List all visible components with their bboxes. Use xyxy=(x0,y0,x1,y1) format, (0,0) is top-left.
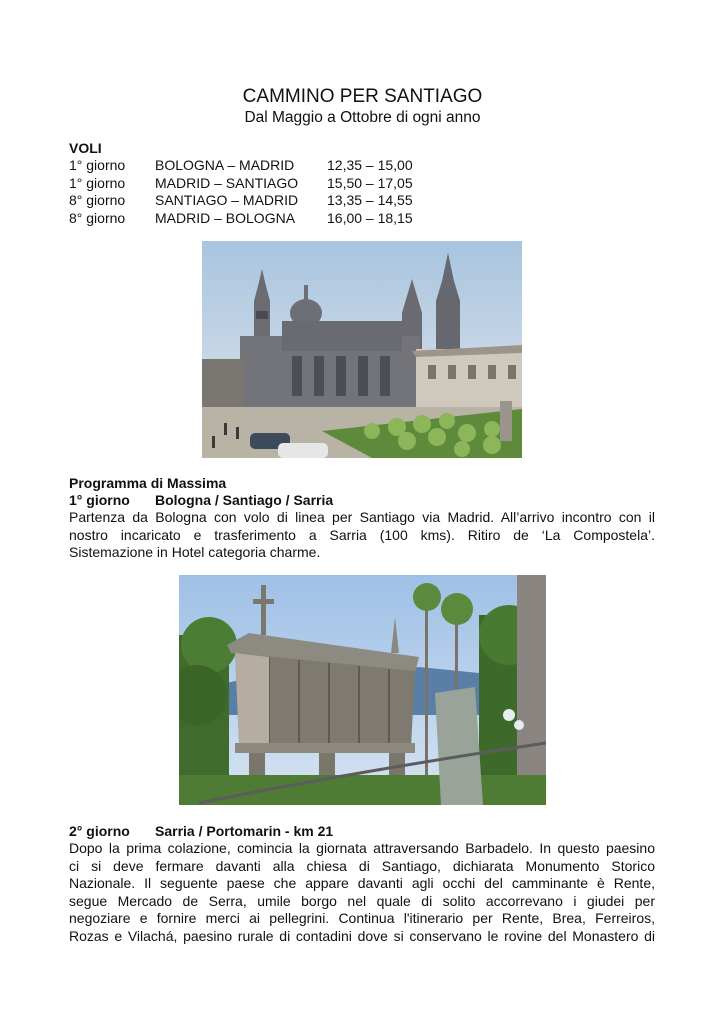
flight-route: SANTIAGO – MADRID xyxy=(155,192,299,208)
flight-time: 16,00 – 18,15 xyxy=(327,209,413,226)
flight-time: 13,35 – 14,55 xyxy=(327,192,413,208)
day2-heading xyxy=(69,823,333,839)
day2-route: Sarria / Portomarin - km 21 xyxy=(155,823,334,839)
flight-route: MADRID – SANTIAGO xyxy=(155,174,299,191)
day1-line: Partenza da Bologna con volo di linea per Santiago via Madrid. All’arrivo incontro con il xyxy=(69,509,655,525)
day2-paragraph xyxy=(69,840,655,945)
day2-line: Nazionale. Il seguente paese che appare davanti agli occhi del camminante è Rente, xyxy=(69,875,655,891)
flight-time: 12,35 – 15,00 xyxy=(327,157,413,173)
day2-line: segue Mercado de Serra, umile borgo nel quale di solito accorrevano i giudei per xyxy=(69,892,655,909)
programma-heading: Programma di Massima xyxy=(69,475,227,491)
horreo-photo xyxy=(179,575,546,805)
day1-line: nostro incaricato e trasferimento a Sarria (100 kms). Ritiro de ‘La Compostela’. xyxy=(69,526,655,543)
day1-paragraph xyxy=(69,509,655,562)
flight-row xyxy=(69,210,413,228)
flight-day: 1° giorno xyxy=(69,157,126,173)
flight-route: BOLOGNA – MADRID xyxy=(155,157,295,173)
day1-heading xyxy=(69,492,333,508)
day2-line: Dopo la prima colazione, comincia la giornata attraversando Barbadelo. In questo paesino xyxy=(69,840,655,856)
flight-route: MADRID – BOLOGNA xyxy=(155,209,296,226)
cathedral-photo xyxy=(202,241,522,458)
flight-row xyxy=(69,175,413,193)
day2-line: ci si deve fermare davanti alla chiesa di Santiago, dichiarata Monumento Storico xyxy=(69,857,655,874)
page-subtitle: Dal Maggio a Ottobre di ogni anno xyxy=(244,109,481,126)
flight-day: 1° giorno xyxy=(69,174,126,191)
day1-label: 1° giorno xyxy=(69,492,130,508)
flight-day: 8° giorno xyxy=(69,209,126,226)
day2-line: Rozas e Vilachá, paesino rurale di contadini dove si conservano le rovine del Monastero di xyxy=(69,927,655,944)
day1-route: Bologna / Santiago / Sarria xyxy=(155,492,334,508)
day1-line: Sistemazione in Hotel categoria charme. xyxy=(69,544,321,560)
flight-row xyxy=(69,192,413,210)
day2-label: 2° giorno xyxy=(69,823,130,839)
page-title: CAMMINO PER SANTIAGO xyxy=(242,86,483,107)
day2-line: negoziare e fornire merci ai pellegrini. Continua l'itinerario per Rente, Brea, Ferreiros, xyxy=(69,910,655,926)
flight-day: 8° giorno xyxy=(69,192,126,208)
flights-table xyxy=(69,157,413,227)
flight-time: 15,50 – 17,05 xyxy=(327,174,413,191)
flight-row xyxy=(69,157,413,175)
voli-heading: VOLI xyxy=(69,140,102,156)
